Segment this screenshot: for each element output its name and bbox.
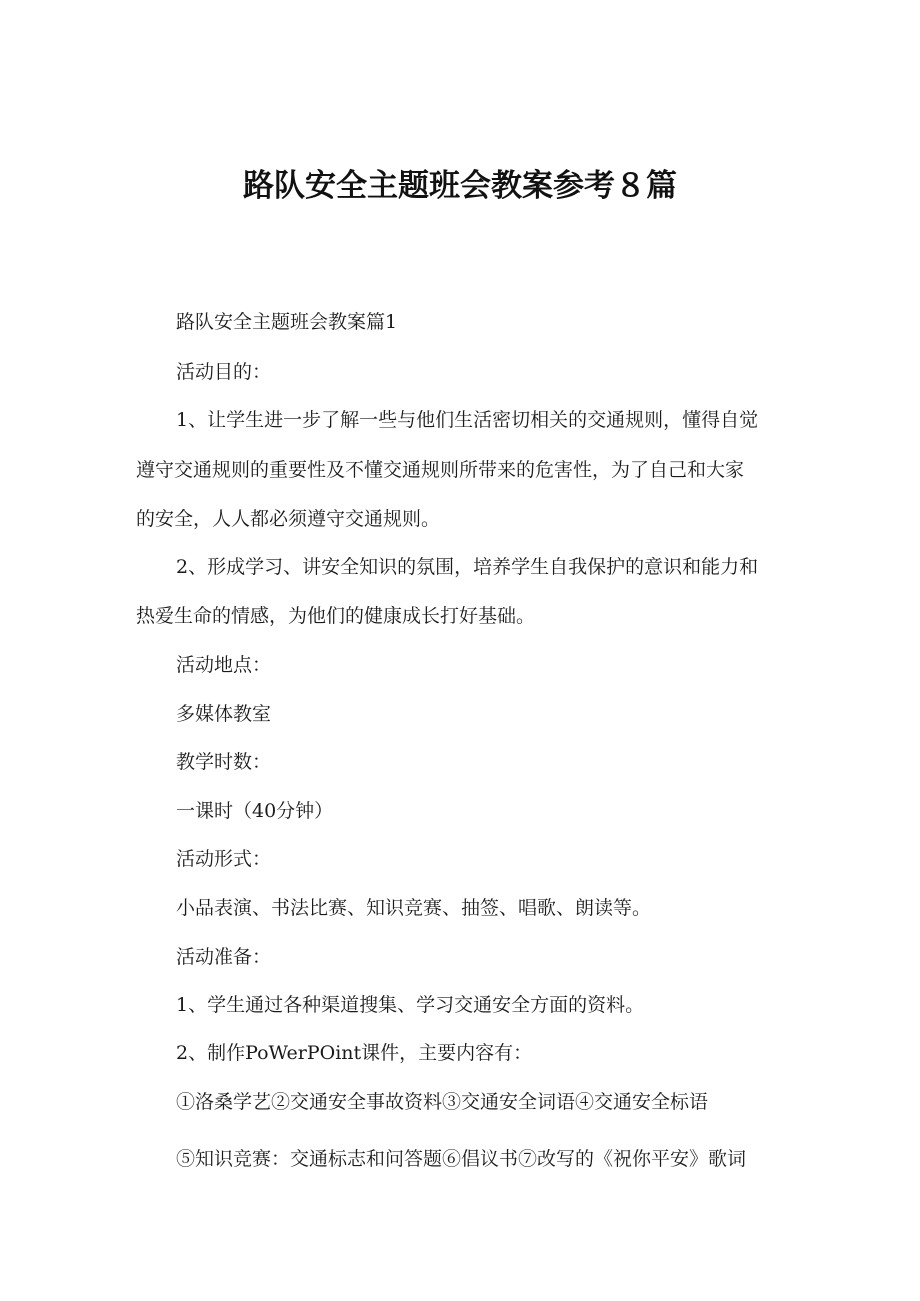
teaching-hours: 一课时（40分钟） — [176, 800, 334, 822]
label-activity-location: 活动地点： — [176, 654, 272, 676]
document-title: 路队安全主题班会教案参考８篇 — [243, 168, 677, 204]
goal-1-line-3: 的安全，人人都必须遵守交通规则。 — [136, 508, 441, 530]
label-activity-form: 活动形式： — [176, 848, 272, 870]
goal-1-line-1: 1、让学生进一步了解一些与他们生活密切相关的交通规则，懂得自觉 — [176, 409, 759, 431]
goal-1-line-2: 遵守交通规则的重要性及不懂交通规则所带来的危害性，为了自己和大家 — [136, 459, 745, 481]
prep-item-2: 2、制作PoWerPOint课件，主要内容有： — [176, 1042, 533, 1064]
label-activity-goal: 活动目的： — [176, 361, 272, 383]
section-heading-1: 路队安全主题班会教案篇1 — [176, 311, 398, 333]
content-list-line-2: ⑤知识竞赛：交通标志和问答题⑥倡议书⑦改写的《祝你平安》歌词 — [176, 1148, 747, 1170]
content-list-line-1: ①洛桑学艺②交通安全事故资料③交通安全词语④交通安全标语 — [176, 1091, 709, 1113]
goal-2-line-2: 热爱生命的情感，为他们的健康成长打好基础。 — [136, 605, 536, 627]
prep-item-1: 1、学生通过各种渠道搜集、学习交通安全方面的资料。 — [176, 994, 645, 1016]
activity-location: 多媒体教室 — [176, 703, 272, 725]
goal-2-line-1: 2、形成学习、讲安全知识的氛围，培养学生自我保护的意识和能力和 — [176, 556, 759, 578]
activity-form: 小品表演、书法比赛、知识竞赛、抽签、唱歌、朗读等。 — [176, 897, 652, 919]
label-activity-prep: 活动准备： — [176, 946, 272, 968]
label-teaching-hours: 教学时数： — [176, 751, 272, 773]
